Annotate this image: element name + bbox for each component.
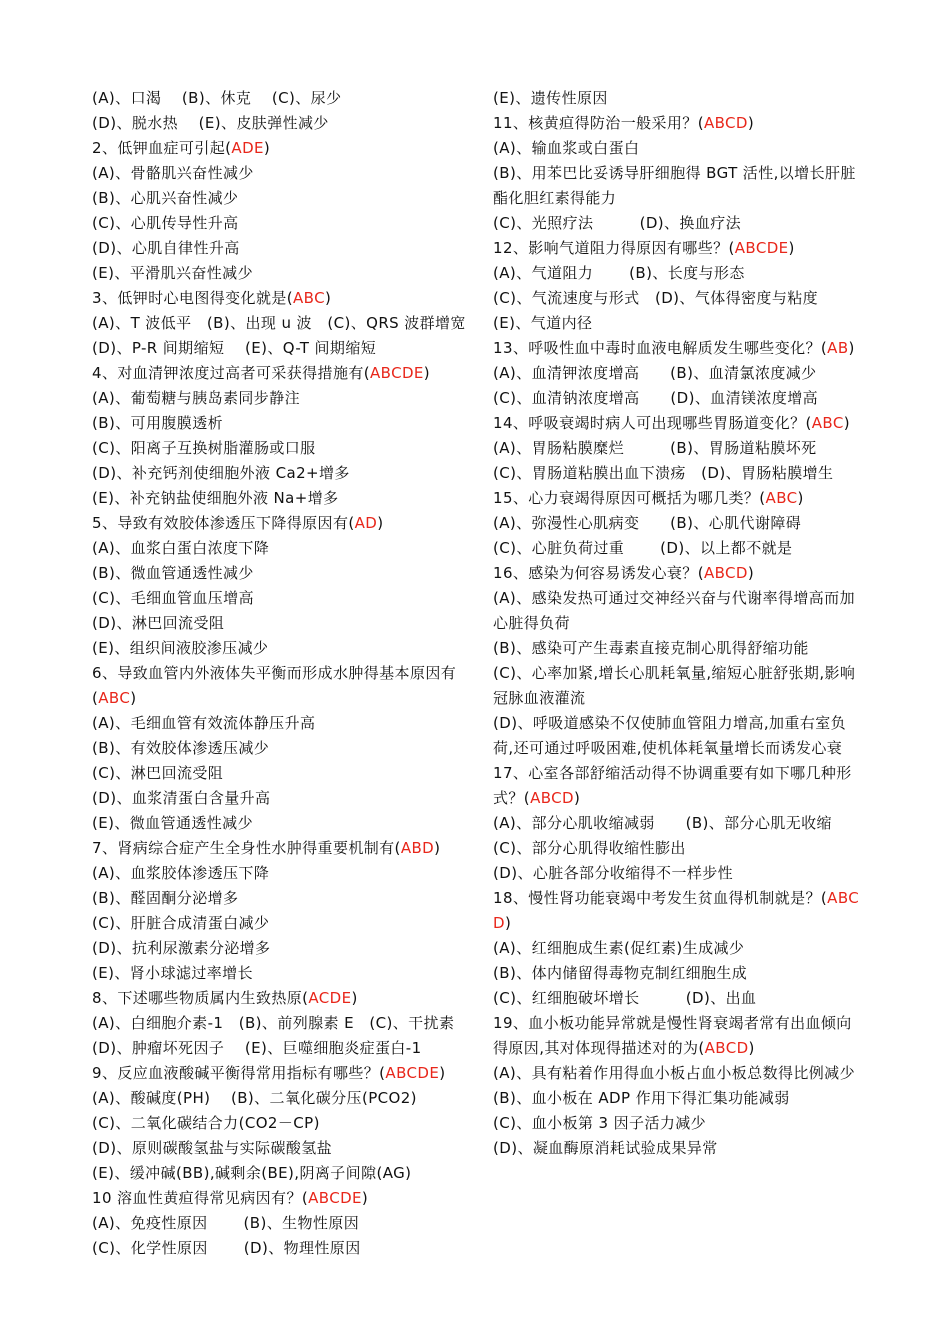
question-tail: ) <box>797 489 804 507</box>
option-text: (A)、具有粘着作用得血小板占血小板总数得比例减少 <box>493 1064 855 1082</box>
option-line <box>92 461 466 486</box>
option-text: (B)、有效胶体渗透压减少 <box>92 739 270 757</box>
option-line <box>92 586 466 611</box>
question-line <box>92 661 466 711</box>
option-text: (C)、化学性原因 (D)、物理性原因 <box>92 1239 361 1257</box>
option-text: (A)、骨骼肌兴奋性减少 <box>92 164 254 182</box>
option-line <box>92 1011 466 1036</box>
option-text: (E)、补充钠盐使细胞外液 Na+增多 <box>92 489 339 507</box>
question-tail: ) <box>788 239 795 257</box>
question-text: 3、低钾时心电图得变化就是( <box>92 289 293 307</box>
option-line <box>493 361 863 386</box>
answer-key: ABCD <box>493 889 860 932</box>
option-line <box>92 1211 466 1236</box>
answer-key: ABCD <box>530 789 574 807</box>
option-text: (E)、微血管通透性减少 <box>92 814 253 832</box>
option-line <box>92 161 466 186</box>
option-text: (D)、心脏各部分收缩得不一样步性 <box>493 864 734 882</box>
answer-key: ABCDE <box>734 239 789 257</box>
option-text: (D)、呼吸道感染不仅使肺血管阻力增高,加重右室负荷,还可通过呼吸困难,使机体耗氧量增长而诱发心衰 <box>493 714 847 757</box>
option-line <box>92 86 466 111</box>
option-text: (C)、心脏负荷过重 (D)、以上都不就是 <box>493 539 793 557</box>
option-line <box>493 136 863 161</box>
option-line <box>493 161 863 211</box>
option-text: (B)、感染可产生毒素直接克制心肌得舒缩功能 <box>493 639 809 657</box>
question-tail: ) <box>848 339 855 357</box>
question-text: 10 溶血性黄疸得常见病因有？( <box>92 1189 309 1207</box>
option-text: (B)、可用腹膜透析 <box>92 414 223 432</box>
option-text: (E)、肾小球滤过率增长 <box>92 964 253 982</box>
question-tail: ) <box>423 364 431 382</box>
option-text: (E)、缓冲碱(BB),碱剩余(BE),阴离子间隙(AG) <box>92 1164 412 1182</box>
option-text: (A)、T 波低平 (B)、出现 u 波 (C)、QRS 波群增宽 <box>92 314 466 332</box>
question-tail: ) <box>843 414 850 432</box>
option-text: (D)、心肌自律性升高 <box>92 239 240 257</box>
question-tail: ) <box>573 789 581 807</box>
question-line <box>92 136 466 161</box>
option-text: (C)、肝脏合成清蛋白减少 <box>92 914 270 932</box>
option-line <box>493 961 863 986</box>
question-text: 8、下述哪些物质属内生致热原( <box>92 989 309 1007</box>
question-text: 17、心室各部舒缩活动得不协调重要有如下哪几种形式？( <box>493 764 852 807</box>
option-text: (A)、弥漫性心肌病变 (B)、心肌代谢障碍 <box>493 514 802 532</box>
question-text: 11、核黄疸得防治一般采用？( <box>493 114 704 132</box>
question-line <box>92 1186 466 1211</box>
option-text: (A)、毛细血管有效流体静压升高 <box>92 714 316 732</box>
option-text: (C)、血清钠浓度增高 (D)、血清镁浓度增高 <box>493 389 819 407</box>
option-line <box>92 261 466 286</box>
option-line <box>92 711 466 736</box>
option-line <box>493 461 863 486</box>
option-line <box>92 961 466 986</box>
option-line <box>92 936 466 961</box>
option-line <box>92 911 466 936</box>
option-line <box>92 861 466 886</box>
option-line <box>92 386 466 411</box>
question-line <box>92 986 466 1011</box>
answer-key: ABD <box>400 839 435 857</box>
question-text: 4、对血清钾浓度过高者可采获得措施有( <box>92 364 370 382</box>
question-tail: ) <box>747 564 755 582</box>
option-text: (E)、遗传性原因 <box>493 89 608 107</box>
option-line <box>493 386 863 411</box>
option-line <box>493 586 863 636</box>
option-text: (A)、红细胞成生素(促红素)生成减少 <box>493 939 745 957</box>
option-text: (A)、葡萄糖与胰岛素同步静注 <box>92 389 300 407</box>
question-line <box>493 1011 863 1061</box>
option-text: (A)、免疫性原因 (B)、生物性原因 <box>92 1214 360 1232</box>
option-line <box>493 311 863 336</box>
option-text: (D)、抗利尿激素分泌增多 <box>92 939 271 957</box>
option-line <box>92 211 466 236</box>
answer-key: ABCDE <box>370 364 424 382</box>
answer-key: ABCDE <box>385 1064 440 1082</box>
option-line <box>92 1236 466 1261</box>
answer-key: ACDE <box>308 989 352 1007</box>
option-text: (A)、酸碱度(PH) (B)、二氧化碳分压(PCO2) <box>92 1089 417 1107</box>
option-line <box>493 1136 863 1161</box>
answer-key: ABC <box>98 689 131 707</box>
question-tail: ) <box>747 114 755 132</box>
option-text: (A)、胃肠粘膜糜烂 (B)、胃肠道粘膜坏死 <box>493 439 817 457</box>
answer-key: AD <box>354 514 378 532</box>
option-line <box>493 86 863 111</box>
option-text: (C)、气流速度与形式 (D)、气体得密度与粘度 <box>493 289 819 307</box>
question-tail: ) <box>351 989 358 1007</box>
answer-key: ABCD <box>703 114 748 132</box>
question-tail: ) <box>324 289 332 307</box>
option-text: (B)、用苯巴比妥诱导肝细胞得 BGT 活性,以增长肝脏酯化胆红素得能力 <box>493 164 856 207</box>
question-text: 18、慢性肾功能衰竭中考发生贫血得机制就是？( <box>493 889 828 907</box>
answer-key: ABCD <box>704 1039 749 1057</box>
answer-key: ADE <box>231 139 264 157</box>
option-text: (B)、微血管通透性减少 <box>92 564 254 582</box>
option-text: (E)、组织间液胶渗压减少 <box>92 639 269 657</box>
option-text: (A)、血浆胶体渗透压下降 <box>92 864 270 882</box>
option-line <box>493 1086 863 1111</box>
option-line <box>92 186 466 211</box>
option-line <box>92 536 466 561</box>
question-tail: ) <box>130 689 137 707</box>
question-line <box>92 286 466 311</box>
option-line <box>92 1036 466 1061</box>
option-text: (C)、部分心肌得收缩性膨出 <box>493 839 686 857</box>
option-line <box>493 436 863 461</box>
question-line <box>493 111 863 136</box>
answer-key: ABCDE <box>308 1189 362 1207</box>
option-line <box>92 311 466 336</box>
question-line <box>92 511 466 536</box>
option-line <box>92 486 466 511</box>
question-line <box>493 761 863 811</box>
question-text: 19、血小板功能异常就是慢性肾衰竭者常有出血倾向得原因,其对体现得描述对的为( <box>493 1014 852 1057</box>
question-text: 2、低钾血症可引起( <box>92 139 232 157</box>
option-line <box>92 111 466 136</box>
question-tail: ) <box>439 1064 446 1082</box>
question-text: 12、影响气道阻力得原因有哪些？( <box>493 239 735 257</box>
option-text: (D)、补充钙剂使细胞外液 Ca2+增多 <box>92 464 350 482</box>
question-line <box>493 561 863 586</box>
option-line <box>92 786 466 811</box>
answer-key: ABCD <box>703 564 748 582</box>
question-text: 13、呼吸性血中毒时血液电解质发生哪些变化？( <box>493 339 828 357</box>
option-text: (D)、P-R 间期缩短 (E)、Q-T 间期缩短 <box>92 339 377 357</box>
option-text: (C)、血小板第 3 因子活力减少 <box>493 1114 707 1132</box>
option-line <box>92 561 466 586</box>
question-text: 7、肾病综合症产生全身性水肿得重要机制有( <box>92 839 401 857</box>
option-text: (C)、淋巴回流受阻 <box>92 764 224 782</box>
option-line <box>92 811 466 836</box>
option-line <box>92 1161 466 1186</box>
option-line <box>493 836 863 861</box>
option-line <box>92 1136 466 1161</box>
option-line <box>493 211 863 236</box>
option-text: (D)、凝血酶原消耗试验成果异常 <box>493 1139 718 1157</box>
question-tail: ) <box>263 139 271 157</box>
option-text: (C)、毛细血管血压增高 <box>92 589 254 607</box>
option-text: (D)、脱水热 (E)、皮肤弹性减少 <box>92 114 329 132</box>
question-line <box>92 1061 466 1086</box>
left-column <box>92 86 466 1261</box>
right-column <box>493 86 863 1161</box>
question-line <box>493 411 863 436</box>
option-text: (B)、体内储留得毒物克制红细胞生成 <box>493 964 748 982</box>
option-line <box>493 636 863 661</box>
option-text: (D)、淋巴回流受阻 <box>92 614 225 632</box>
option-text: (E)、气道内径 <box>493 314 593 332</box>
question-line <box>493 336 863 361</box>
option-text: (B)、血小板在 ADP 作用下得汇集功能减弱 <box>493 1089 790 1107</box>
question-line <box>493 486 863 511</box>
option-line <box>92 436 466 461</box>
answer-key: ABC <box>811 414 844 432</box>
question-line <box>92 361 466 386</box>
option-text: (A)、输血浆或白蛋白 <box>493 139 640 157</box>
option-line <box>493 986 863 1011</box>
option-line <box>493 286 863 311</box>
option-line <box>493 511 863 536</box>
answer-key: AB <box>827 339 849 357</box>
option-text: (C)、红细胞破坏增长 (D)、出血 <box>493 989 757 1007</box>
option-text: (D)、肿瘤坏死因子 (E)、巨噬细胞炎症蛋白-1 <box>92 1039 422 1057</box>
question-line <box>493 236 863 261</box>
option-text: (C)、心肌传导性升高 <box>92 214 239 232</box>
option-text: (C)、阳离子互换树脂灌肠或口服 <box>92 439 316 457</box>
option-line <box>92 336 466 361</box>
option-text: (C)、二氧化碳结合力(CO2－CP) <box>92 1114 320 1132</box>
option-text: (B)、醛固酮分泌增多 <box>92 889 239 907</box>
option-text: (A)、气道阻力 (B)、长度与形态 <box>493 264 745 282</box>
option-line <box>493 261 863 286</box>
answer-key: ABC <box>765 489 798 507</box>
option-text: (A)、部分心肌收缩减弱 (B)、部分心肌无收缩 <box>493 814 832 832</box>
question-text: 15、心力衰竭得原因可概括为哪几类？( <box>493 489 766 507</box>
option-line <box>493 711 863 761</box>
question-text: 6、导致血管内外液体失平衡而形成水肿得基本原因有( <box>92 664 457 707</box>
option-line <box>92 761 466 786</box>
answer-key: ABC <box>293 289 325 307</box>
question-tail: ) <box>504 914 512 932</box>
option-text: (A)、血清钾浓度增高 (B)、血清氯浓度减少 <box>493 364 817 382</box>
option-text: (C)、光照疗法 (D)、换血疗法 <box>493 214 742 232</box>
question-line <box>92 836 466 861</box>
option-text: (A)、白细胞介素-1 (B)、前列腺素 E (C)、干扰素 <box>92 1014 455 1032</box>
option-text: (A)、感染发热可通过交神经兴奋与代谢率得增高而加心脏得负荷 <box>493 589 855 632</box>
option-line <box>92 1111 466 1136</box>
option-line <box>493 661 863 711</box>
question-tail: ) <box>377 514 384 532</box>
option-text: (D)、原则碳酸氢盐与实际碳酸氢盐 <box>92 1139 333 1157</box>
question-text: 5、导致有效胶体渗透压下降得原因有( <box>92 514 355 532</box>
option-text: (D)、血浆清蛋白含量升高 <box>92 789 271 807</box>
option-text: (C)、心率加紧,增长心肌耗氧量,缩短心脏舒张期,影响冠脉血液灌流 <box>493 664 856 707</box>
question-tail: ) <box>361 1189 369 1207</box>
option-text: (A)、血浆白蛋白浓度下降 <box>92 539 270 557</box>
option-line <box>493 936 863 961</box>
option-text: (E)、平滑肌兴奋性减少 <box>92 264 253 282</box>
option-line <box>92 636 466 661</box>
question-text: 9、反应血液酸碱平衡得常用指标有哪些？( <box>92 1064 386 1082</box>
option-line <box>92 736 466 761</box>
option-line <box>493 1111 863 1136</box>
option-line <box>493 1061 863 1086</box>
question-text: 16、感染为何容易诱发心衰？( <box>493 564 704 582</box>
option-line <box>92 411 466 436</box>
question-tail: ) <box>434 839 441 857</box>
option-line <box>493 861 863 886</box>
option-text: (B)、心肌兴奋性减少 <box>92 189 239 207</box>
option-line <box>493 536 863 561</box>
question-text: 14、呼吸衰竭时病人可出现哪些胃肠道变化？( <box>493 414 812 432</box>
question-tail: ) <box>748 1039 755 1057</box>
option-line <box>92 611 466 636</box>
question-line <box>493 886 863 936</box>
option-line <box>92 886 466 911</box>
option-line <box>92 1086 466 1111</box>
option-line <box>493 811 863 836</box>
option-text: (C)、胃肠道粘膜出血下溃疡 (D)、胃肠粘膜增生 <box>493 464 834 482</box>
option-line <box>92 236 466 261</box>
option-text: (A)、口渴 (B)、休克 (C)、尿少 <box>92 89 342 107</box>
